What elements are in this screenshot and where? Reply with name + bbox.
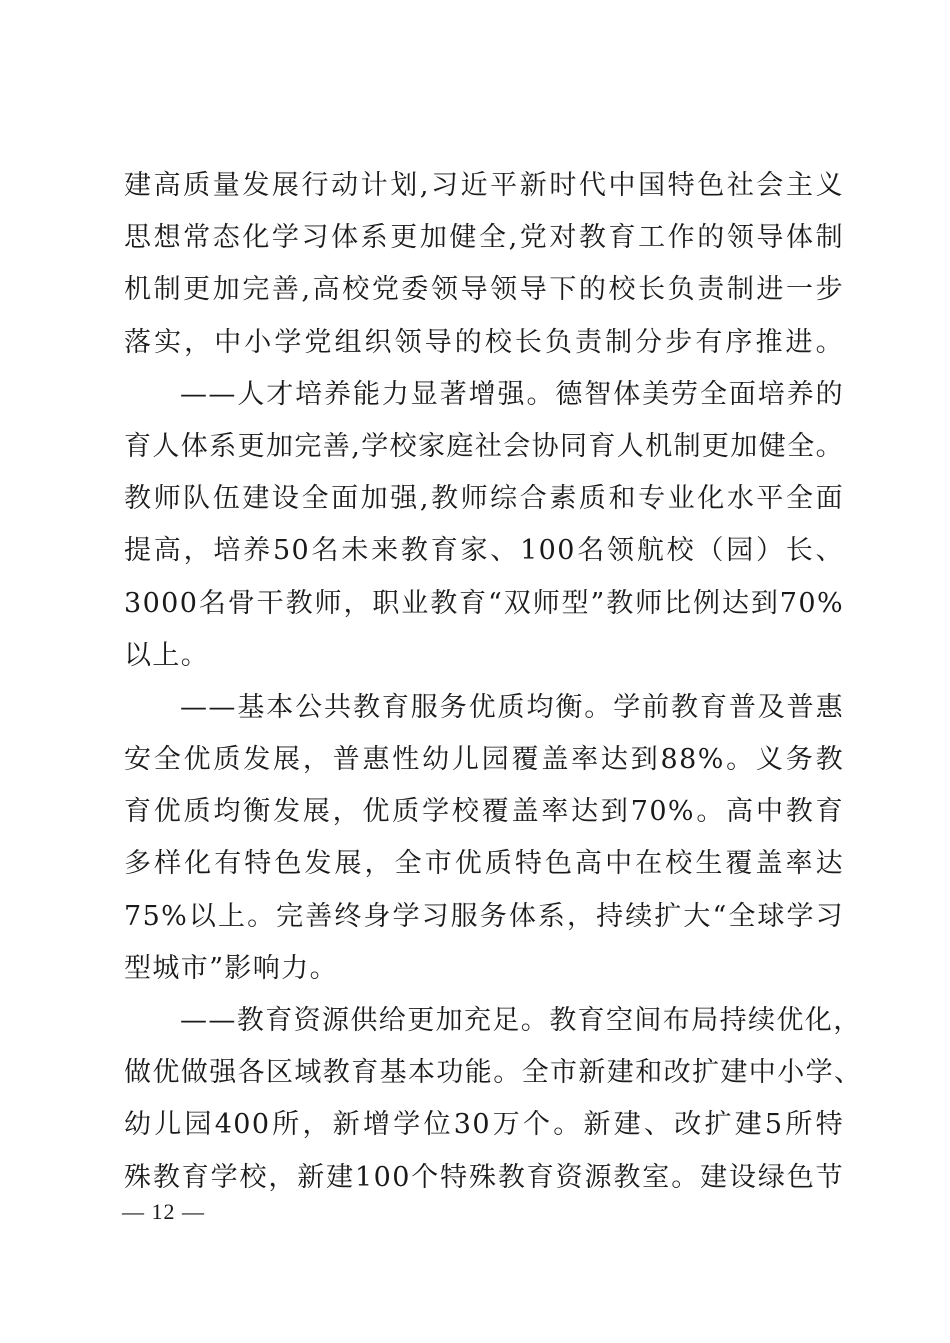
text-line: 教师队伍建设全面加强,教师综合素质和专业化水平全面 bbox=[124, 483, 844, 515]
body-text bbox=[124, 160, 863, 1204]
text-line: 做优做强各区域教育基本功能。全市新建和改扩建中小学、 bbox=[124, 1057, 863, 1089]
text-line: 型城市”影响力。 bbox=[124, 952, 339, 984]
text-line: 幼儿园400所，新增学位30万个。新建、改扩建5所特 bbox=[124, 1109, 844, 1141]
text-line: 多样化有特色发展，全市优质特色高中在校生覆盖率达 bbox=[124, 848, 844, 880]
text-line: 殊教育学校，新建100个特殊教育资源教室。建设绿色节 bbox=[124, 1161, 844, 1193]
paragraph-first-line: ——人才培养能力显著增强。德智体美劳全面培养的 bbox=[180, 378, 844, 410]
text-line: 育优质均衡发展，优质学校覆盖率达到70%。高中教育 bbox=[124, 796, 844, 828]
text-line: 75%以上。完善终身学习服务体系，持续扩大“全球学习 bbox=[124, 900, 844, 932]
text-line: 建高质量发展行动计划,习近平新时代中国特色社会主义 bbox=[124, 170, 844, 201]
page-number: — 12 — bbox=[122, 1199, 205, 1224]
text-line: 安全优质发展，普惠性幼儿园覆盖率达到88%。义务教 bbox=[124, 744, 844, 776]
text-line: 育人体系更加完善,学校家庭社会协同育人机制更加健全。 bbox=[124, 430, 844, 462]
text-line: 以上。 bbox=[124, 639, 210, 671]
text-line: 落实，中小学党组织领导的校长负责制分步有序推进。 bbox=[124, 326, 844, 358]
paragraph-first-line: ——教育资源供给更加充足。教育空间布局持续优化， bbox=[180, 1005, 862, 1036]
text-line: 机制更加完善,高校党委领导领导下的校长负责制进一步 bbox=[124, 274, 844, 306]
paragraph-first-line: ——基本公共教育服务优质均衡。学前教育普及普惠 bbox=[180, 691, 844, 723]
text-line: 提高，培养50名未来教育家、100名领航校（园）长、 bbox=[124, 535, 844, 567]
text-line: 3000名骨干教师，职业教育“双师型”教师比例达到70% bbox=[124, 587, 844, 619]
text-line: 思想常态化学习体系更加健全,党对教育工作的领导体制 bbox=[124, 222, 844, 254]
